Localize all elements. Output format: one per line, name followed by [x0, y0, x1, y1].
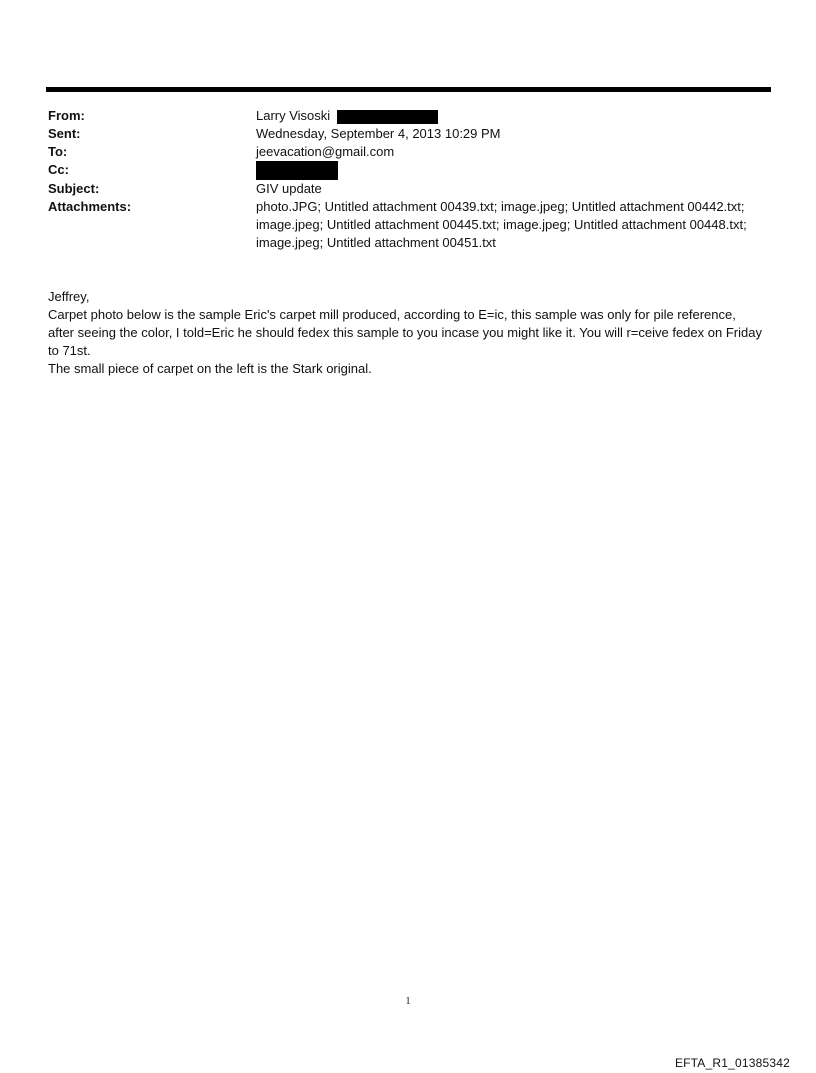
from-value	[256, 107, 438, 125]
subject-label: Subject:	[48, 181, 100, 196]
cc-label: Cc:	[48, 162, 69, 177]
sent-value: Wednesday, September 4, 2013 10:29 PM	[256, 126, 501, 141]
body-paragraph: The small piece of carpet on the left is the Stark original.	[48, 361, 372, 376]
greeting: Jeffrey,	[48, 289, 90, 304]
from-label: From:	[48, 108, 85, 123]
cc-value	[256, 161, 338, 180]
sender-name: Larry Visoski	[256, 108, 331, 123]
body-paragraph: Carpet photo below is the sample Eric's carpet mill produced, according to E=ic, this sample was only for pile reference, after seeing the color, I told=Eric he should fedex this sample to you incase you might like it. You will r=ceive fedex on Friday to 71st.	[48, 307, 762, 358]
document-id: EFTA_R1_01385342	[674, 1056, 790, 1070]
to-label: To:	[48, 144, 68, 159]
header-divider	[46, 87, 771, 92]
subject-value: GIV update	[256, 181, 322, 196]
attachments-value: photo.JPG; Untitled attachment 00439.txt; image.jpeg; Untitled attachment 00442.txt; image.jpeg; Untitled attachment 00445.txt; image.jpeg; Untitled attachment 00448.txt; image.jpeg; Untitled attachment 00451.txt	[256, 199, 747, 250]
page-number: 1	[405, 996, 411, 1007]
sent-label: Sent:	[48, 126, 81, 141]
redaction-box	[337, 110, 438, 124]
attachments-label: Attachments:	[48, 199, 132, 214]
to-value: jeevacation@gmail.com	[256, 144, 395, 159]
redaction-box	[256, 161, 338, 180]
email-body	[48, 288, 763, 378]
